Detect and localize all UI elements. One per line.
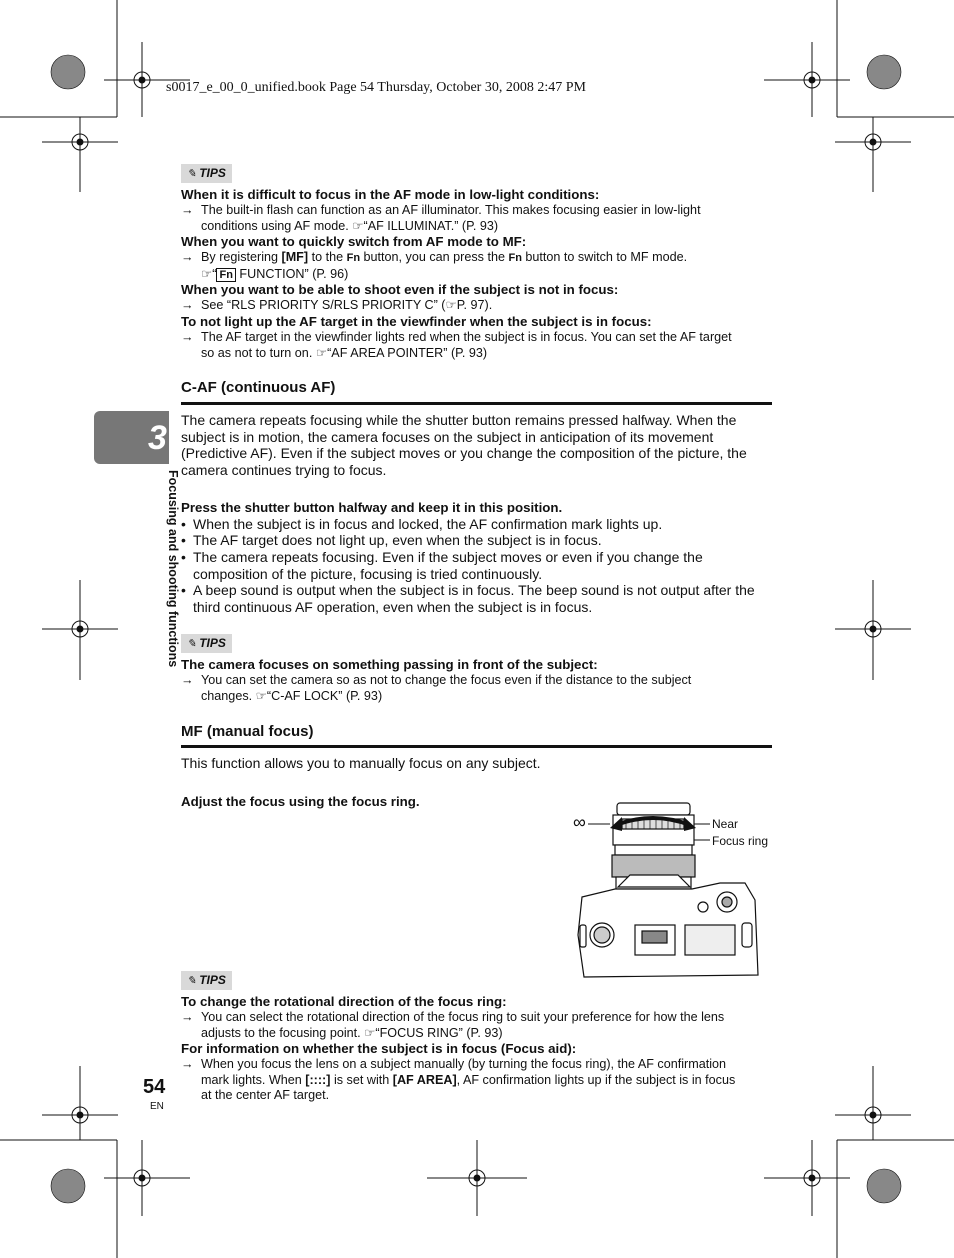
tip-question: To change the rotational direction of the focus ring:	[181, 994, 507, 1009]
mf-intro: This function allows you to manually focus on any subject.	[181, 755, 541, 771]
note-icon: ✎	[187, 638, 197, 650]
fn-button-icon: Fn	[216, 268, 235, 282]
chapter-number: 3	[148, 419, 167, 457]
tip-question: When it is difficult to focus in the AF mode in low-light conditions:	[181, 187, 600, 202]
language-code: EN	[150, 1101, 164, 1112]
section-heading-mf: MF (manual focus)	[181, 723, 314, 740]
heading-rule	[181, 745, 772, 748]
note-icon: ✎	[187, 168, 197, 180]
heading-rule	[181, 402, 772, 405]
caf-step: Press the shutter button halfway and keep it in this position.	[181, 500, 563, 515]
page-number: 54	[143, 1076, 166, 1098]
tips-badge: ✎ TIPS	[181, 971, 232, 990]
note-icon: ✎	[187, 975, 197, 987]
tips-badge: ✎ TIPS	[181, 634, 232, 653]
af-area-icon: [::::]	[305, 1072, 331, 1087]
fn-button-icon: Fn	[346, 252, 361, 264]
running-head: s0017_e_00_0_unified.book Page 54 Thursday, October 30, 2008 2:47 PM	[166, 80, 586, 95]
tips-badge: ✎ TIPS	[181, 164, 232, 183]
tip-question: When you want to be able to shoot even if the subject is not in focus:	[181, 282, 619, 297]
tip-question: To not light up the AF target in the viewfinder when the subject is in focus:	[181, 314, 652, 329]
tip-question: When you want to quickly switch from AF mode to MF:	[181, 234, 527, 249]
tip-question: For information on whether the subject is in focus (Focus aid):	[181, 1041, 577, 1056]
camera-focus-ring-illustration	[560, 795, 775, 985]
focus-ring-label: Focus ring	[712, 834, 769, 848]
tip-question: The camera focuses on something passing in front of the subject:	[181, 657, 598, 672]
fn-button-icon: Fn	[508, 252, 522, 264]
caf-intro: The camera repeats focusing while the shutter button remains pressed halfway. When the subject is in motion, the camera focuses on the subject in anticipation of its movement (Predictive AF). Even if the subject moves or you change the composition of the picture, the camera continues trying to focus.	[181, 412, 747, 478]
infinity-label: ∞	[573, 812, 586, 832]
chapter-title: Focusing and shooting functions	[166, 470, 180, 668]
section-heading-caf: C-AF (continuous AF)	[181, 379, 336, 396]
mf-step: Adjust the focus using the focus ring.	[181, 794, 420, 809]
near-label: Near	[712, 817, 739, 831]
